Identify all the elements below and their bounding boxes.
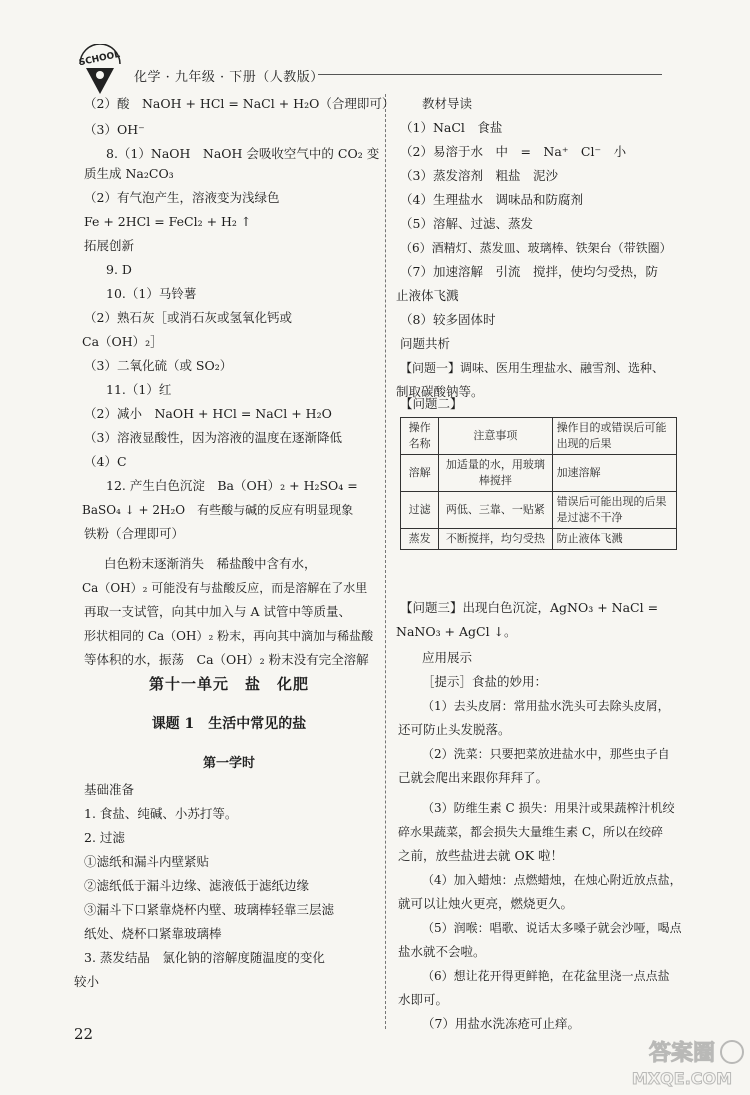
- answer-line: （4）生理盐水 调味品和防腐剂: [400, 192, 583, 207]
- watermark-logo: [620, 1036, 750, 1091]
- answer-line: （5）润喉：唱歌、说话太多嗓子就会沙哑，喝点: [422, 921, 682, 935]
- answer-line: 质生成 Na₂CO₃: [84, 166, 174, 181]
- section-heading: 应用展示: [422, 650, 473, 665]
- table-cell: 加适量的水，用玻璃棒搅拌: [439, 455, 552, 492]
- answer-line: 之前，放些盐进去就 OK 啦！: [398, 848, 564, 863]
- section-heading: 教材导读: [422, 96, 473, 111]
- answer-line: ③漏斗下口紧靠烧杯内壁、玻璃棒轻靠三层滤: [84, 902, 335, 917]
- section-heading: 拓展创新: [84, 238, 135, 253]
- table-header-cell: 注意事项: [439, 418, 552, 455]
- operations-table: [400, 417, 677, 550]
- answer-line: （3）防维生素 C 损失：用果汁或果蔬榨汁机绞: [422, 801, 675, 815]
- answer-line: 2. 过滤: [84, 830, 125, 845]
- answer-line: 己就会爬出来跟你拜拜了。: [398, 770, 549, 785]
- equation-line: Fe + 2HCl = FeCl₂ + H₂ ↑: [84, 214, 252, 229]
- answer-line: （5）溶解、过滤、蒸发: [400, 216, 533, 231]
- table-cell: 溶解: [401, 455, 439, 492]
- answer-line: （2）减小 NaOH + HCl = NaCl + H₂O: [84, 406, 332, 421]
- answer-line: （8）较多固体时: [400, 312, 496, 327]
- answer-line: 碎水果蔬菜，都会损失大量维生素 C，所以在绞碎: [398, 825, 663, 839]
- table-header-cell: 操作名称: [401, 418, 439, 455]
- answer-line: 8.（1）NaOH NaOH 会吸收空气中的 CO₂ 变: [106, 146, 380, 161]
- answer-line: （4）C: [84, 454, 127, 469]
- answer-line: 再取一支试管，向其中加入与 A 试管中等质量、: [84, 604, 351, 619]
- answer-line: （3）溶液显酸性，因为溶液的温度在逐渐降低: [84, 430, 342, 445]
- answer-line: 止液体飞溅: [396, 288, 459, 303]
- watermark-text: MXQE.COM: [631, 1069, 733, 1088]
- answer-line: 就可以让烛火更亮，燃烧更久。: [398, 896, 574, 911]
- logo-text: SCHOOL: [78, 49, 121, 69]
- answer-line: （6）酒精灯、蒸发皿、玻璃棒、铁架台（带铁圈）: [400, 241, 672, 255]
- answer-line: 形状相同的 Ca（OH）₂ 粉末，再向其中滴加与稀盐酸: [84, 629, 374, 643]
- answer-line: 较小: [74, 974, 100, 989]
- answer-line: 10.（1）马铃薯: [106, 286, 197, 301]
- table-cell: 两低、三靠、一贴紧: [439, 492, 552, 529]
- answer-line: （7）用盐水洗冻疮可止痒。: [422, 1016, 580, 1031]
- answer-line: （4）加入蜡烛：点燃蜡烛，在烛心附近放点盐，: [422, 873, 682, 887]
- answer-line: 纸处、烧杯口紧靠玻璃棒: [84, 926, 222, 941]
- table-cell: 过滤: [401, 492, 439, 529]
- answer-line: Ca（OH）₂ 可能没有与盐酸反应，而是溶解在了水里: [82, 581, 368, 595]
- answer-line: 1. 食盐、纯碱、小苏打等。: [84, 806, 238, 821]
- table-cell: 不断搅拌，均匀受热: [439, 529, 552, 550]
- page-number: 22: [74, 1025, 94, 1043]
- answer-line: 白色粉末逐渐消失 稀盐酸中含有水，: [104, 556, 317, 571]
- answer-line: ［提示］食盐的妙用：: [422, 674, 548, 689]
- unit-title: 第十一单元 盐 化肥: [148, 675, 309, 693]
- table-cell: 蒸发: [401, 529, 439, 550]
- answer-line: 【问题三】出现白色沉淀，AgNO₃ + NaCl =: [400, 600, 659, 615]
- answer-line: ②滤纸低于漏斗边缘、滤液低于滤纸边缘: [84, 878, 310, 893]
- answer-line: 【问题一】调味、医用生理盐水、融雪剂、选种、: [400, 361, 665, 375]
- answer-line: （3）OH⁻: [84, 122, 145, 137]
- header-rule: [318, 74, 662, 75]
- column-divider: [385, 94, 386, 1029]
- lesson-title: 课题 1 生活中常见的盐: [151, 716, 307, 732]
- table-row: [401, 529, 677, 550]
- answer-line: （2）易溶于水 中 = Na⁺ Cl⁻ 小: [400, 144, 627, 159]
- answer-line: Ca（OH）₂］: [82, 334, 163, 349]
- answer-line: （1）去头皮屑：常用盐水洗头可去除头皮屑，: [422, 699, 670, 713]
- section-heading: 基础准备: [84, 782, 135, 797]
- answer-line: 水即可。: [398, 992, 449, 1007]
- answer-line: （3）二氧化硫（或 SO₂）: [84, 358, 233, 373]
- answer-line: 【问题二】: [400, 396, 463, 411]
- period-title: 第一学时: [202, 756, 255, 771]
- answer-line: 11.（1）红: [106, 382, 172, 397]
- watermark-text: 答案圈: [648, 1041, 716, 1066]
- table-cell: 错误后可能出现的后果是过滤不干净: [552, 492, 676, 529]
- answer-line: 铁粉（合理即可）: [84, 526, 185, 541]
- table-header-cell: 操作目的或错误后可能出现的后果: [552, 418, 676, 455]
- answer-line: （2）熟石灰［或消石灰或氢氧化钙或: [84, 310, 292, 325]
- answer-line: 12. 产生白色沉淀 Ba（OH）₂ + H₂SO₄ =: [106, 478, 358, 493]
- answer-line: 制取碳酸钠等。: [396, 384, 484, 399]
- table-row: [401, 455, 677, 492]
- answer-line: ①滤纸和漏斗内壁紧贴: [84, 854, 210, 869]
- answer-line: （2）洗菜：只要把菜放进盐水中，那些虫子自: [422, 747, 670, 761]
- answer-line: NaNO₃ + AgCl ↓。: [396, 624, 517, 639]
- school-logo-icon: [72, 44, 128, 100]
- answer-line: （7）加速溶解 引流 搅拌，使均匀受热，防: [400, 264, 658, 279]
- answer-line: BaSO₄ ↓ + 2H₂O 有些酸与碱的反应有明显现象: [82, 503, 354, 517]
- answer-line: 还可防止头发脱落。: [398, 722, 511, 737]
- header-title: 化学 · 九年级 · 下册（人教版）: [134, 70, 324, 85]
- answer-line: 3. 蒸发结晶 氯化钠的溶解度随温度的变化: [84, 950, 325, 965]
- answer-line: （3）蒸发溶剂 粗盐 泥沙: [400, 168, 558, 183]
- page-header: [0, 0, 750, 105]
- table-row: [401, 492, 677, 529]
- answer-line: （6）想让花开得更鲜艳，在花盆里浇一点点盐: [422, 969, 670, 983]
- answer-line: （1）NaCl 食盐: [400, 120, 503, 135]
- answer-line: （2）有气泡产生，溶液变为浅绿色: [84, 190, 280, 205]
- answer-line: 盐水就不会啦。: [398, 944, 486, 959]
- table-cell: 防止液体飞溅: [552, 529, 676, 550]
- table-header-row: [401, 418, 677, 455]
- answer-line: 9. D: [106, 262, 132, 277]
- section-heading: 问题共析: [400, 336, 451, 351]
- answer-line: 等体积的水，振荡 Ca（OH）₂ 粉末没有完全溶解: [84, 652, 369, 667]
- table-cell: 加速溶解: [552, 455, 676, 492]
- answer-line: （2）酸 NaOH + HCl = NaCl + H₂O（合理即可）: [84, 96, 395, 111]
